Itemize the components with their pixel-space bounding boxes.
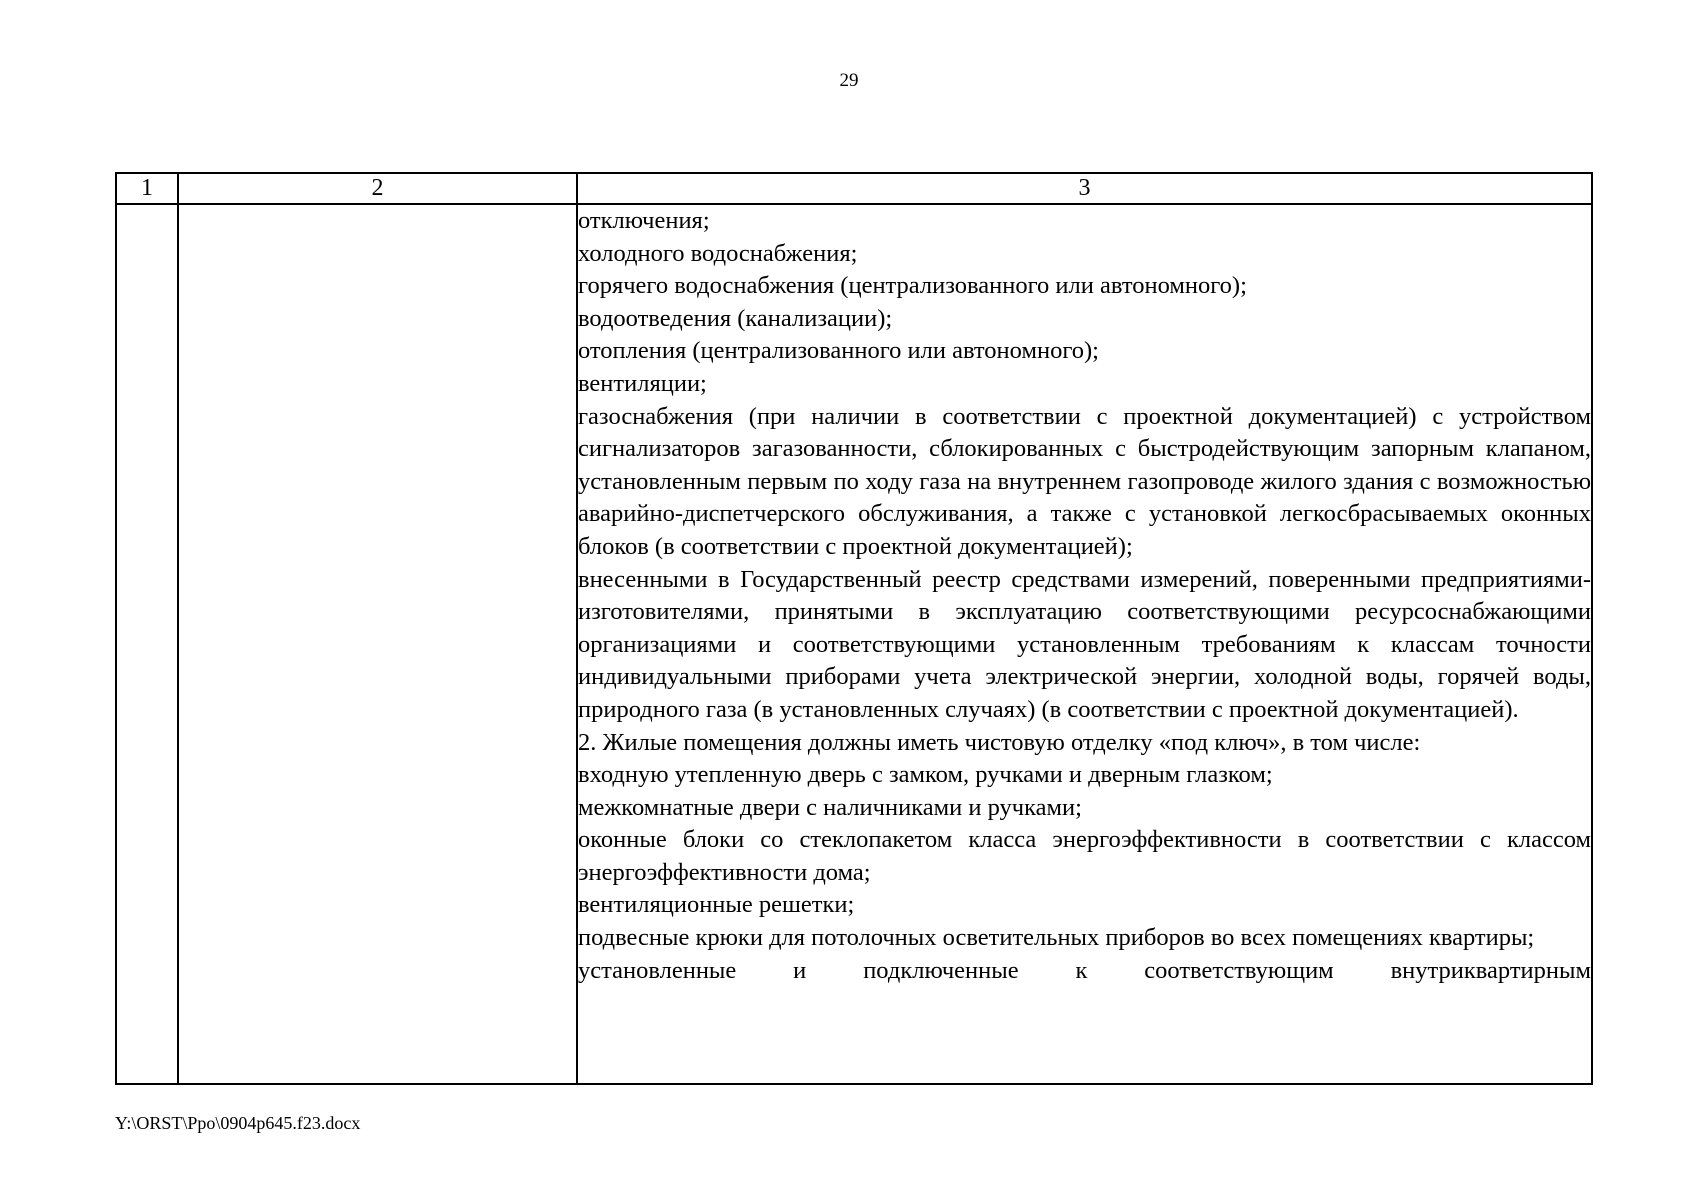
cell-paragraph: оконные блоки со стеклопакетом класса энергоэффективности в соответствии с классом энергоэффективности дома; [578, 826, 1591, 886]
cell-paragraph: газоснабжения (при наличии в соответствии с проектной документацией) с устройством сигнализаторов загазованности, сблокированных с быстродействующим запорным клапаном, установленным первым по ходу газа на внутреннем газопроводе жилого здания с возможностью аварийно-диспетчерского обслуживания, а также с установкой легкосбрасываемых оконных блоков (в соответствии с проектной документацией); [578, 402, 1591, 560]
page-number: 29 [839, 70, 859, 91]
cell-paragraph: вентиляции; [578, 369, 707, 397]
cell-paragraph: внесенными в Государственный реестр средствами измерений, поверенными предприятиями-изготовителями, принятыми в эксплуатацию соответствующими ресурсоснабжающими организациями и соответствующими установленным требованиям к классам точности индивидуальными приборами учета электрической энергии, холодной воды, горячей воды, природного газа (в установленных случаях) (в соответствии с проектной документацией). [578, 565, 1591, 723]
table-row [116, 204, 1592, 1084]
cell-paragraph: подвесные крюки для потолочных осветительных приборов во всех помещениях квартиры; [578, 924, 1535, 952]
table-header-row [116, 173, 1592, 204]
column-header-3: 3 [577, 173, 1592, 204]
requirements-table [115, 172, 1593, 1085]
table-cell-col-1 [116, 204, 178, 1084]
cell-paragraph: холодного водоснабжения; [578, 239, 858, 267]
table-cell-col-3 [577, 204, 1592, 1084]
cell-paragraph: 2. Жилые помещения должны иметь чистовую отделку «под ключ», в том числе: [578, 728, 1421, 756]
cell-paragraph: вентиляционные решетки; [578, 891, 855, 919]
table-cell-col-2 [178, 204, 577, 1084]
cell-paragraph: водоотведения (канализации); [578, 304, 893, 332]
footer-file-path: Y:\ORST\Ppo\0904p645.f23.docx [115, 1113, 361, 1133]
cell-paragraph: межкомнатные двери с наличниками и ручками; [578, 793, 1082, 821]
column-header-1: 1 [116, 173, 178, 204]
cell-paragraph: отопления (централизованного или автономного); [578, 337, 1099, 365]
column-header-2: 2 [178, 173, 577, 204]
cell-paragraph-continued: установленные и подключенные к соответствующим внутриквартирным [578, 956, 1591, 984]
cell-paragraph: горячего водоснабжения (централизованного или автономного); [578, 272, 1247, 300]
cell-paragraph: входную утепленную дверь с замком, ручками и дверным глазком; [578, 761, 1273, 789]
cell-paragraph: отключения; [578, 207, 710, 234]
